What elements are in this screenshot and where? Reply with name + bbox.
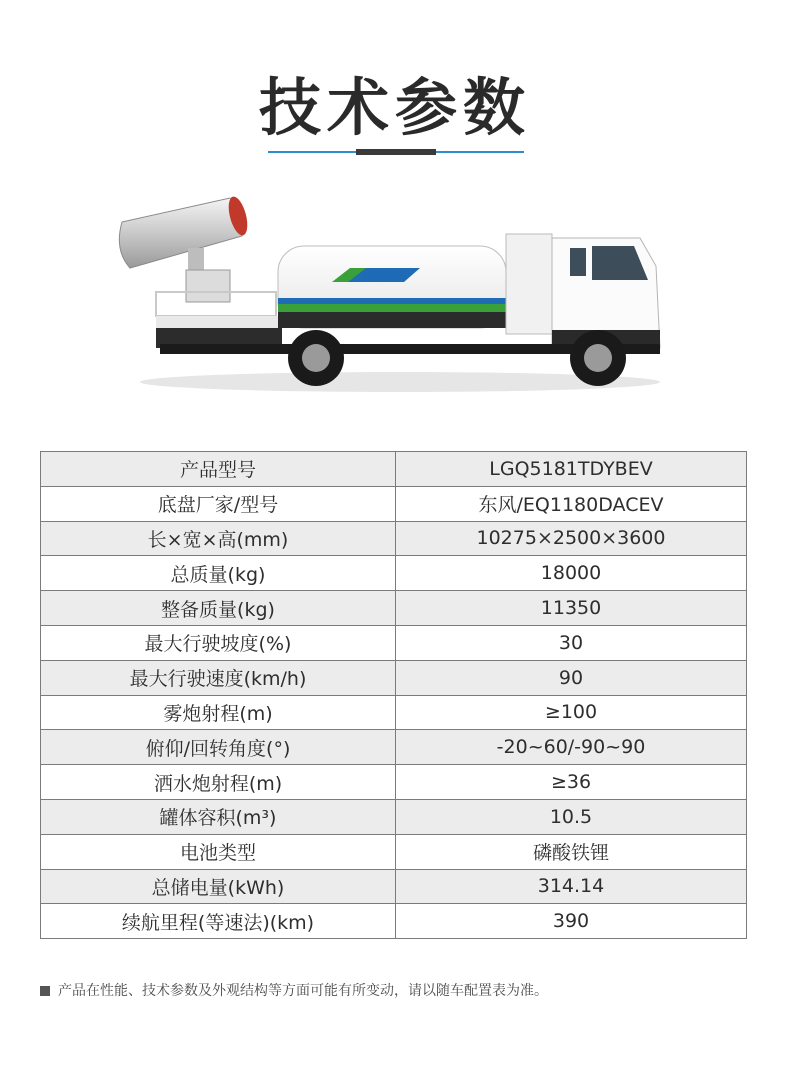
spec-label: 罐体容积(m³) (41, 799, 396, 834)
table-row (41, 765, 747, 800)
table-row (41, 452, 747, 487)
wheel-rear (288, 330, 344, 386)
spec-label: 俯仰/回转角度(°) (41, 730, 396, 765)
truck-image (100, 180, 690, 420)
table-row (41, 695, 747, 730)
spec-value: 10.5 (396, 799, 747, 834)
table-row (41, 556, 747, 591)
spec-value: 390 (396, 904, 747, 939)
spec-label: 总储电量(kWh) (41, 869, 396, 904)
table-row (41, 904, 747, 939)
spec-label: 洒水炮射程(m) (41, 765, 396, 800)
spec-label: 雾炮射程(m) (41, 695, 396, 730)
table-row (41, 625, 747, 660)
spec-value: 磷酸铁锂 (396, 834, 747, 869)
spec-label: 最大行驶速度(km/h) (41, 660, 396, 695)
spec-value: 314.14 (396, 869, 747, 904)
spec-value: ≥36 (396, 765, 747, 800)
spec-value: -20~60/-90~90 (396, 730, 747, 765)
table-row (41, 486, 747, 521)
footnote-text: 产品在性能、技术参数及外观结构等方面可能有所变动，请以随车配置表为准。 (58, 983, 548, 999)
table-row (41, 521, 747, 556)
spec-value: 10275×2500×3600 (396, 521, 747, 556)
spec-value: 11350 (396, 591, 747, 626)
spec-label: 总质量(kg) (41, 556, 396, 591)
square-bullet-icon (40, 986, 50, 996)
spec-label: 电池类型 (41, 834, 396, 869)
spec-label: 产品型号 (41, 452, 396, 487)
table-row (41, 869, 747, 904)
spec-value: 30 (396, 625, 747, 660)
table-row (41, 591, 747, 626)
spec-label: 最大行驶坡度(%) (41, 625, 396, 660)
spec-label: 整备质量(kg) (41, 591, 396, 626)
fog-cannon (119, 195, 251, 302)
page-title: 技术参数 (258, 71, 531, 144)
spec-value: LGQ5181TDYBEV (396, 452, 747, 487)
spec-table (40, 451, 747, 939)
spec-value: 东风/EQ1180DACEV (396, 486, 747, 521)
spec-label: 底盘厂家/型号 (41, 486, 396, 521)
spec-value: ≥100 (396, 695, 747, 730)
spec-value: 18000 (396, 556, 747, 591)
table-row (41, 834, 747, 869)
spec-value: 90 (396, 660, 747, 695)
title-underline-dark (356, 149, 436, 155)
spec-label: 续航里程(等速法)(km) (41, 904, 396, 939)
spec-label: 长×宽×高(mm) (41, 521, 396, 556)
footnote (40, 980, 548, 1000)
table-row (41, 660, 747, 695)
table-row (41, 799, 747, 834)
table-row (41, 730, 747, 765)
truck-decal-text: 与绿色同行 (362, 273, 408, 283)
wheel-front (570, 330, 626, 386)
